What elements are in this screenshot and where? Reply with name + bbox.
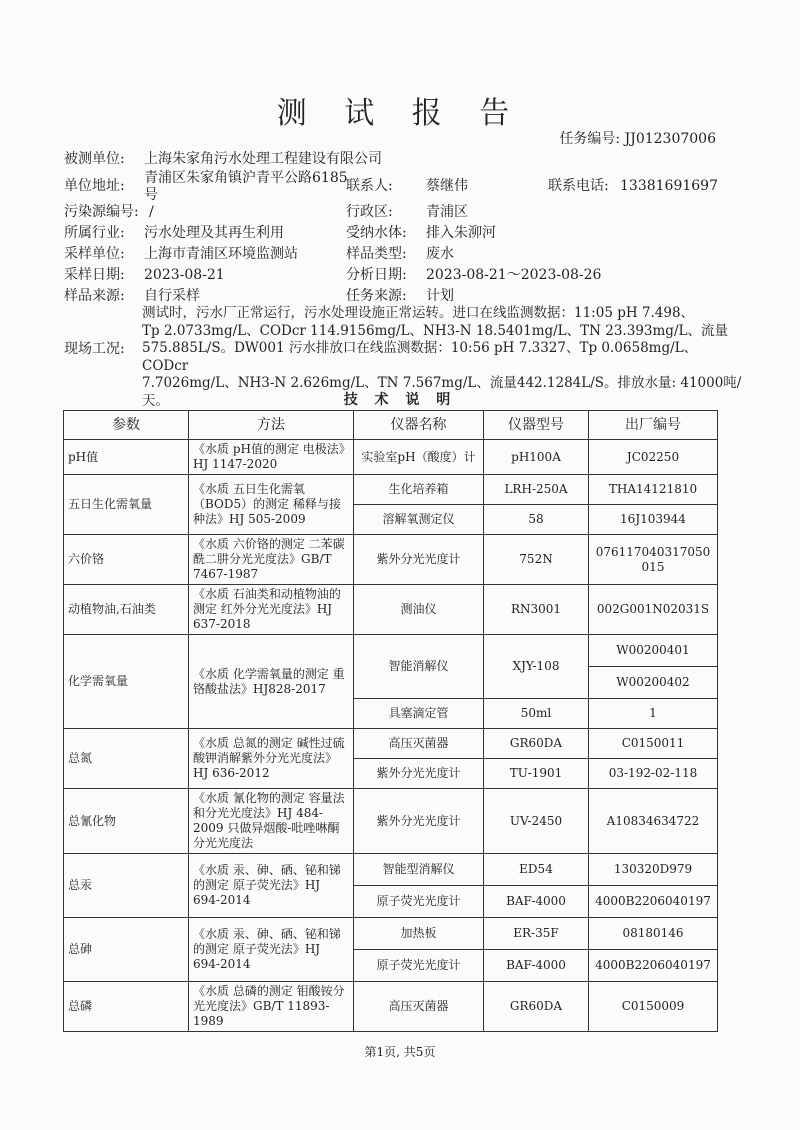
instrument-cell: 高压灭菌器 — [354, 729, 484, 759]
model-cell: ED54 — [484, 854, 589, 886]
serial-cell: W00200401 — [589, 635, 718, 667]
model-cell: 58 — [484, 505, 589, 535]
method-cell: 《水质 汞、砷、硒、铋和锑的测定 原子荧光法》HJ 694-2014 — [189, 854, 354, 918]
tech-table — [63, 410, 718, 1032]
condition-value: 测试时，污水厂正常运行，污水处理设施正常运转。进口在线监测数据：11:05 pH 7.498、 Tp 2.0733mg/L、CODcr 114.9156mg/L、NH3-N 18.5401mg/L、TN 23.393mg/L、流量 575.885L/S。DW001 污水排放口在线监测数据：10:56 pH 7.3327、Tp 0.0658mg/L、CODcr 7.7026mg/L、NH3-N 2.626mg/L、TN 7.567mg/L、流量442.1284L/S。排放水量: 41000吨/ 天。 — [142, 305, 742, 409]
page-number: 第1页, 共5页 — [364, 1045, 436, 1059]
model-cell: GR60DA — [484, 982, 589, 1032]
address-line1: 青浦区朱家角镇沪青平公路6185 — [144, 170, 348, 186]
model-cell: XJY-108 — [484, 635, 589, 699]
model-cell: 50ml — [484, 699, 589, 729]
district-value: 青浦区 — [426, 204, 468, 220]
instrument-cell: 智能型消解仪 — [354, 854, 484, 886]
param-cell: pH值 — [64, 440, 189, 475]
param-cell: 化学需氧量 — [64, 635, 189, 729]
method-cell: 《水质 五日生化需氧（BOD5）的测定 稀释与接种法》HJ 505-2009 — [189, 475, 354, 535]
serial-cell: 076117040317050015 — [589, 535, 718, 585]
serial-cell: 130320D979 — [589, 854, 718, 886]
serial-cell: A10834634722 — [589, 789, 718, 854]
serial-cell: 4000B2206040197 — [589, 886, 718, 918]
instrument-cell: 高压灭菌器 — [354, 982, 484, 1032]
sample-type-label: 样品类型: — [346, 246, 407, 262]
model-cell: RN3001 — [484, 585, 589, 635]
serial-cell: C0150009 — [589, 982, 718, 1032]
task-source-value: 计划 — [426, 288, 454, 304]
unit-label: 被测单位: — [64, 151, 125, 167]
serial-cell: W00200402 — [589, 667, 718, 699]
model-cell: BAF-4000 — [484, 886, 589, 918]
serial-cell: 1 — [589, 699, 718, 729]
param-cell: 五日生化需氧量 — [64, 475, 189, 535]
analysis-date-value: 2023-08-21～2023-08-26 — [426, 267, 602, 283]
param-cell: 动植物油,石油类 — [64, 585, 189, 635]
table-row — [64, 635, 718, 667]
method-cell: 《水质 氰化物的测定 容量法和分光光度法》HJ 484-2009 只做异烟酸-吡唑啉酮分光光度法 — [189, 789, 354, 854]
header-param: 参数 — [64, 411, 189, 440]
address-label: 单位地址: — [64, 178, 125, 194]
model-cell: pH100A — [484, 440, 589, 475]
sample-type-value: 废水 — [426, 246, 454, 262]
district-label: 行政区: — [346, 204, 393, 220]
model-cell: TU-1901 — [484, 759, 589, 789]
sampler-value: 上海市青浦区环境监测站 — [144, 246, 298, 262]
tech-section-title: 技 术 说 明 — [343, 392, 457, 408]
header-serial: 出厂编号 — [589, 411, 718, 440]
table-header-row — [64, 411, 718, 440]
report-title: 测 试 报 告 — [276, 96, 524, 131]
table-row — [64, 918, 718, 950]
instrument-cell: 生化培养箱 — [354, 475, 484, 505]
serial-cell: 03-192-02-118 — [589, 759, 718, 789]
pollution-value: / — [149, 204, 154, 220]
contact-value: 蔡继伟 — [426, 178, 468, 194]
task-number: 任务编号: JJ012307006 — [559, 131, 716, 147]
serial-cell: THA14121810 — [589, 475, 718, 505]
param-cell: 总氮 — [64, 729, 189, 789]
method-cell: 《水质 总磷的测定 钼酸铵分光光度法》GB/T 11893-1989 — [189, 982, 354, 1032]
instrument-cell: 具塞滴定管 — [354, 699, 484, 729]
param-cell: 总汞 — [64, 854, 189, 918]
serial-cell: C0150011 — [589, 729, 718, 759]
param-cell: 总氰化物 — [64, 789, 189, 854]
serial-cell: JC02250 — [589, 440, 718, 475]
model-cell: ER-35F — [484, 918, 589, 950]
condition-label: 现场工况: — [64, 341, 125, 357]
serial-cell: 16J103944 — [589, 505, 718, 535]
instrument-cell: 加热板 — [354, 918, 484, 950]
instrument-cell: 测油仪 — [354, 585, 484, 635]
industry-label: 所属行业: — [64, 225, 125, 241]
model-cell: UV-2450 — [484, 789, 589, 854]
table-row — [64, 585, 718, 635]
table-row — [64, 535, 718, 585]
instrument-cell: 实验室pH（酸度）计 — [354, 440, 484, 475]
analysis-date-label: 分析日期: — [346, 267, 407, 283]
sampler-label: 采样单位: — [64, 246, 125, 262]
model-cell: LRH-250A — [484, 475, 589, 505]
phone-value: 13381691697 — [620, 178, 718, 194]
model-cell: BAF-4000 — [484, 950, 589, 982]
header-method: 方法 — [189, 411, 354, 440]
method-cell: 《水质 六价铬的测定 二苯碳酰二肼分光光度法》GB/T 7467-1987 — [189, 535, 354, 585]
sample-date-value: 2023-08-21 — [144, 267, 225, 283]
source-value: 自行采样 — [144, 288, 200, 304]
serial-cell: 002G001N02031S — [589, 585, 718, 635]
instrument-cell: 原子荧光光度计 — [354, 886, 484, 918]
method-cell: 《水质 化学需氧量的测定 重铬酸盐法》HJ828-2017 — [189, 635, 354, 729]
param-cell: 六价铬 — [64, 535, 189, 585]
method-cell: 《水质 汞、砷、硒、铋和锑的测定 原子荧光法》HJ 694-2014 — [189, 918, 354, 982]
address-line2: 号 — [144, 187, 158, 203]
sample-date-label: 采样日期: — [64, 267, 125, 283]
table-row — [64, 854, 718, 886]
task-source-label: 任务来源: — [346, 288, 407, 304]
instrument-cell: 紫外分光光度计 — [354, 759, 484, 789]
method-cell: 《水质 总氮的测定 碱性过硫酸钾消解紫外分光光度法》HJ 636-2012 — [189, 729, 354, 789]
param-cell: 总砷 — [64, 918, 189, 982]
model-cell: GR60DA — [484, 729, 589, 759]
serial-cell: 08180146 — [589, 918, 718, 950]
serial-cell: 4000B2206040197 — [589, 950, 718, 982]
instrument-cell: 溶解氧测定仪 — [354, 505, 484, 535]
source-label: 样品来源: — [64, 288, 125, 304]
receiving-value: 排入朱泖河 — [426, 225, 496, 241]
table-row — [64, 789, 718, 854]
instrument-cell: 原子荧光光度计 — [354, 950, 484, 982]
table-row — [64, 475, 718, 505]
instrument-cell: 紫外分光光度计 — [354, 789, 484, 854]
contact-label: 联系人: — [346, 178, 393, 194]
unit-value: 上海朱家角污水处理工程建设有限公司 — [144, 151, 382, 167]
header-model: 仪器型号 — [484, 411, 589, 440]
phone-label: 联系电话: — [548, 178, 609, 194]
pollution-label: 污染源编号: — [64, 204, 139, 220]
method-cell: 《水质 pH值的测定 电极法》HJ 1147-2020 — [189, 440, 354, 475]
seal-stamp — [766, 510, 800, 670]
table-row — [64, 440, 718, 475]
table-row — [64, 982, 718, 1032]
header-instrument: 仪器名称 — [354, 411, 484, 440]
table-row — [64, 729, 718, 759]
receiving-label: 受纳水体: — [346, 225, 407, 241]
model-cell: 752N — [484, 535, 589, 585]
method-cell: 《水质 石油类和动植物油的测定 红外分光光度法》HJ 637-2018 — [189, 585, 354, 635]
industry-value: 污水处理及其再生利用 — [144, 225, 284, 241]
instrument-cell: 智能消解仪 — [354, 635, 484, 699]
param-cell: 总磷 — [64, 982, 189, 1032]
instrument-cell: 紫外分光光度计 — [354, 535, 484, 585]
